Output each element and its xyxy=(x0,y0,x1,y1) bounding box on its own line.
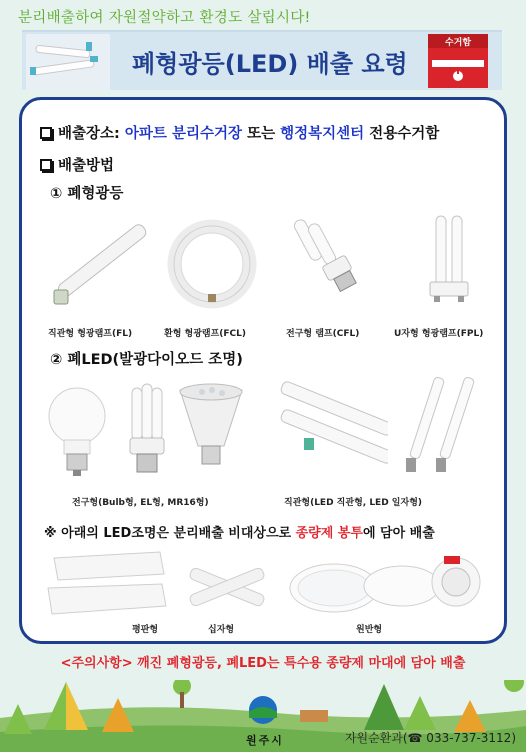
place-tail: 전용수거함 xyxy=(369,126,440,142)
led-linear-lamp-image xyxy=(392,374,492,484)
footer xyxy=(0,680,526,752)
straight-tube-lamp-image xyxy=(44,212,154,312)
caption-fpl: U자형 형광램프(FPL) xyxy=(394,329,484,339)
u-shape-lamp-image xyxy=(402,212,492,306)
checkbox-bullet-icon xyxy=(40,159,52,171)
caption-fl: 직관형 형광램프(FL) xyxy=(48,329,133,339)
caption-fcl: 환형 형광램프(FCL) xyxy=(164,329,247,339)
flat-panel-light-image xyxy=(44,550,168,620)
city-name: 원주시 xyxy=(246,734,284,747)
place-welfare-center: 행정복지센터 xyxy=(280,126,365,142)
collection-bin-icon xyxy=(422,30,494,92)
caption-cross: 십자형 xyxy=(208,625,235,635)
caption-led-tube: 직관형(LED 직관형, LED 일자형) xyxy=(284,498,422,508)
disposal-place xyxy=(40,122,439,143)
contact-info: 자원순환과(☎ 033-737-3112) xyxy=(344,731,516,745)
place-or: 또는 xyxy=(247,126,276,142)
content-panel xyxy=(19,97,507,644)
warning-notice: <주의사항> 깨진 폐형광등, 폐LED는 특수용 종량제 마대에 담아 배출 xyxy=(60,656,466,671)
page-title: 폐형광등(LED) 배출 요령 xyxy=(132,50,408,78)
disposal-method xyxy=(40,154,114,175)
note-bag: 종량제 봉투 xyxy=(295,526,363,541)
fluorescent-lamp-image xyxy=(26,34,110,90)
caption-flat: 평판형 xyxy=(132,625,159,635)
round-disc-light-image xyxy=(284,546,484,626)
bin-label: 수거함 xyxy=(444,38,472,48)
el-bulb-image xyxy=(122,380,172,480)
caption-cfl: 전구형 램프(CFL) xyxy=(286,329,360,339)
non-recyclable-note xyxy=(44,522,435,541)
checkbox-bullet-icon xyxy=(40,127,52,139)
caption-disc: 원반형 xyxy=(356,625,383,635)
caption-led-bulb: 전구형(Bulb형, EL형, MR16형) xyxy=(72,498,209,508)
note-prefix: ※ 아래의 LED조명은 분리배출 비대상으로 xyxy=(44,526,292,541)
place-label: 배출장소: xyxy=(58,126,120,142)
fluorescent-heading: ① 폐형광등 xyxy=(50,186,124,202)
circular-lamp-image xyxy=(162,212,262,312)
note-suffix: 에 담아 배출 xyxy=(362,526,435,541)
title-banner xyxy=(22,30,502,90)
place-apartment: 아파트 분리수거장 xyxy=(124,126,242,142)
led-heading: ② 폐LED(발광다이오드 조명) xyxy=(50,352,243,368)
led-tube-image xyxy=(278,380,388,480)
method-label: 배출방법 xyxy=(58,158,115,174)
cross-light-image xyxy=(182,548,272,628)
led-bulb-image xyxy=(42,380,112,480)
mr16-bulb-image xyxy=(174,380,248,480)
slogan: 분리배출하여 자원절약하고 환경도 살립시다! xyxy=(18,10,311,26)
compact-fluorescent-lamp-image xyxy=(284,212,364,304)
